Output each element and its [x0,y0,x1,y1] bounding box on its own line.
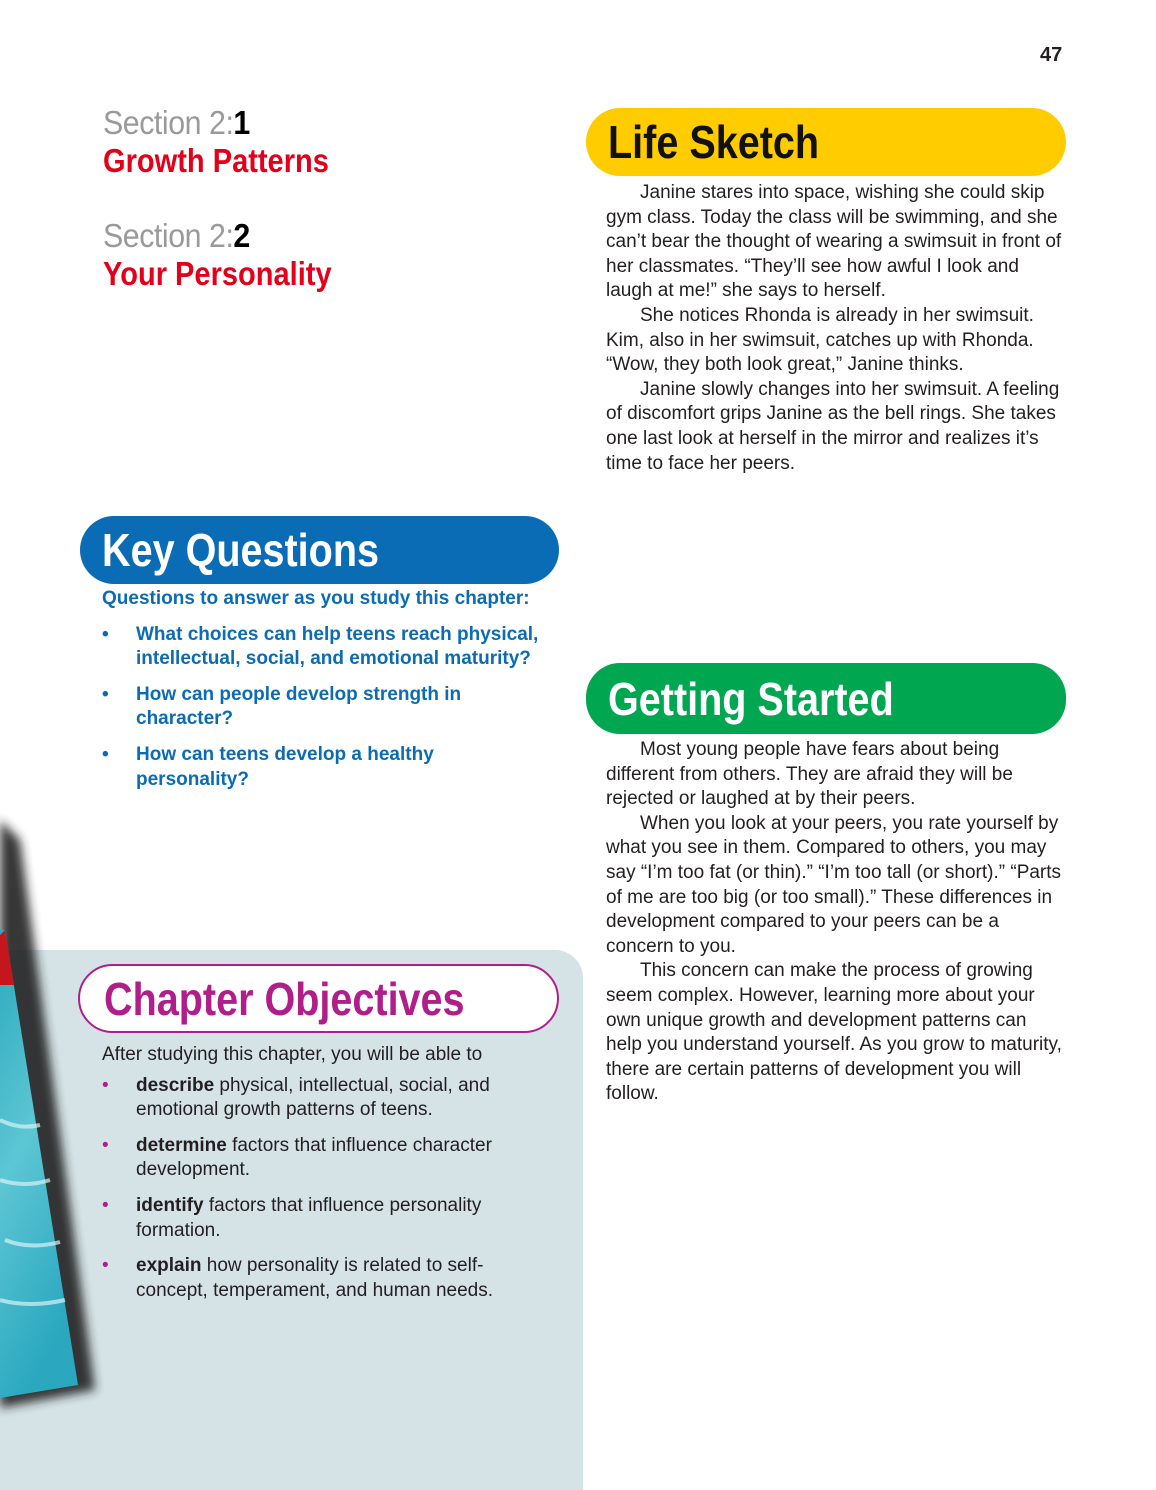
life-sketch-text [606,181,1066,476]
objective-verb: determine [136,1134,227,1156]
section-label: Section 2: [103,217,234,254]
objectives-list [102,1043,522,1314]
objective-verb: explain [136,1255,202,1277]
paragraph: When you look at your peers, you rate yourself by what you see in them. Compared to others, you may say “I’m too fat (or thin).” “I’m too tall (or short).” “Parts of me are too big (or too small).” These differences in development compared to your peers can be a concern to you. [606,812,1062,957]
section-label: Section 2: [103,104,234,141]
question-item [102,623,572,672]
key-questions-intro: Questions to answer as you study this chapter: [102,588,530,609]
objective-text: factors that influence personality formation. [136,1194,482,1241]
section-title: Your Personality [103,255,332,292]
getting-started-title: Getting Started [608,672,894,725]
paragraph: Janine stares into space, wishing she could skip gym class. Today the class will be swimming, and she can’t bear the thought of wearing a swimsuit in front of her classmates. “They’ll see how awful I look and laugh at me!” she says to herself. [606,182,1062,302]
bullet-icon: • [102,683,109,705]
objective-item [102,1134,522,1183]
bullet-icon: • [102,743,109,765]
paragraph: Janine slowly changes into her swimsuit. A feeling of discomfort grips Janine as the bell rings. She takes one last look at herself in the mirror and realizes it’s time to face her peers. [606,378,1060,474]
objective-text: physical, intellectual, social, and emotional growth patterns of teens. [136,1074,490,1121]
section-number: 2 [233,217,250,254]
question-text: What choices can help teens reach physical, intellectual, social, and emotional maturity? [136,623,539,670]
bullet-icon: • [102,1134,109,1156]
objective-text: how personality is related to self-concept, temperament, and human needs. [136,1255,494,1301]
paragraph: This concern can make the process of growing seem complex. However, learning more about your own unique growth and development patterns can help you understand yourself. As you grow to maturity, there are certain patterns of development you will follow. [606,960,1062,1105]
section-2-2 [103,217,363,293]
objective-verb: identify [136,1194,204,1216]
objective-verb: describe [136,1074,215,1096]
key-questions [102,587,572,803]
question-item [102,683,572,732]
objective-item [102,1194,522,1243]
paragraph: She notices Rhonda is already in her swimsuit. Kim, also in her swimsuit, catches up with Rhonda. “Wow, they both look great,” Janine thinks. [606,304,1034,376]
objectives-banner [78,964,559,1033]
bullet-icon: • [102,1074,109,1096]
section-2-1 [103,104,360,180]
bullet-icon: • [102,1255,109,1277]
question-item [102,743,572,792]
key-questions-banner [80,516,559,584]
objective-item [102,1254,522,1303]
key-questions-title: Key Questions [102,524,380,576]
section-number: 1 [233,104,250,141]
objective-text: factors that influence character development. [136,1134,492,1181]
objectives-intro: After studying this chapter, you will be able to [102,1044,483,1065]
bullet-icon: • [102,623,109,645]
objective-item [102,1074,522,1123]
getting-started-text [606,738,1066,1107]
section-title: Growth Patterns [103,142,329,179]
getting-started-banner [586,663,1066,734]
bullet-icon: • [102,1194,109,1216]
life-sketch-title: Life Sketch [608,116,820,168]
question-text: How can teens develop a healthy personality? [136,743,434,790]
objectives-title: Chapter Objectives [104,972,465,1025]
swimming-photo [0,800,110,1430]
paragraph: Most young people have fears about being different from others. They are afraid they will be rejected or laughed at by their peers. [606,739,1013,810]
page-number: 47 [1040,44,1063,66]
question-text: How can people develop strength in character? [136,683,462,730]
life-sketch-banner [586,108,1066,176]
